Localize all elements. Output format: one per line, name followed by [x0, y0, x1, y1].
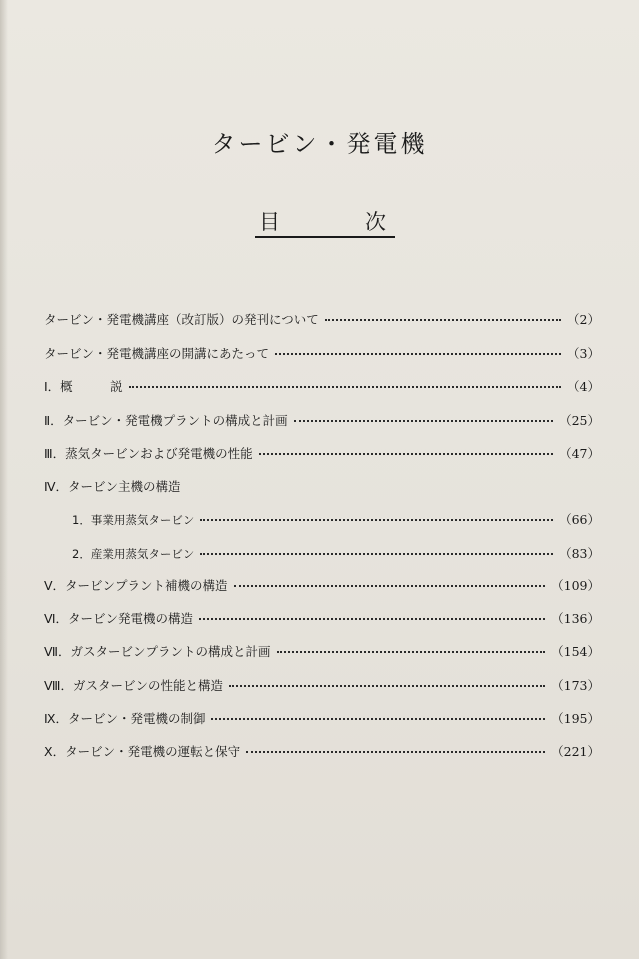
toc-heading-char-2: 次 [365, 210, 386, 234]
toc-entry-label: Ⅵ．タービン発電機の構造 [44, 611, 194, 626]
toc-entry [44, 676, 600, 696]
toc-leader-dots [234, 584, 546, 587]
toc-entry [44, 642, 600, 662]
toc-entry-label: Ⅹ．タービン・発電機の運転と保守 [44, 744, 241, 759]
toc-leader-dots [259, 452, 553, 455]
toc-entry [44, 742, 600, 762]
toc-leader-dots [200, 552, 553, 555]
toc-entry-page: （66） [559, 512, 600, 527]
toc-entry-page: （47） [559, 446, 600, 461]
toc-entry-label: Ⅲ．蒸気タービンおよび発電機の性能 [44, 446, 253, 461]
toc-leader-dots [129, 385, 561, 388]
toc-leader-dots [199, 617, 545, 620]
toc-entry [44, 444, 600, 464]
toc-entry-page: （109） [551, 578, 600, 593]
toc-subentry [72, 510, 600, 530]
toc-entry [44, 344, 600, 364]
toc-entry-label: 1．事業用蒸気タービン [72, 513, 195, 527]
toc-entry-label: Ⅶ．ガスタービンプラントの構成と計画 [44, 644, 271, 659]
toc-entry-page: （195） [551, 711, 600, 726]
toc-entry [44, 377, 600, 397]
toc-subentry [72, 544, 600, 564]
toc-leader-dots [211, 717, 545, 720]
toc-leader-dots [246, 750, 545, 753]
toc-entry-label: Ⅳ．タービン主機の構造 [44, 479, 181, 494]
toc-entry-page: （83） [559, 546, 600, 561]
toc-entry-label: タービン・発電機講座（改訂版）の発刊について [44, 312, 319, 327]
toc-leader-dots [275, 352, 561, 355]
toc-leader-dots [294, 419, 553, 422]
toc-entry-label: タービン・発電機講座の開講にあたって [44, 346, 270, 361]
toc-heading [255, 206, 395, 238]
toc-leader-dots [277, 650, 546, 653]
toc-entry [44, 709, 600, 729]
toc-heading-char-1: 目 [259, 210, 280, 234]
toc-entry [44, 609, 600, 629]
toc-entry [44, 576, 600, 596]
toc-entry-label: 2．産業用蒸気タービン [72, 547, 195, 561]
toc-entry-page: （173） [551, 678, 600, 693]
toc-entry-page: （2） [567, 312, 600, 327]
toc-entry-page: （4） [567, 379, 600, 394]
toc-leader-dots [325, 318, 561, 321]
toc-entry-label: Ⅸ．タービン・発電機の制御 [44, 711, 206, 726]
toc-entry-page: （136） [551, 611, 600, 626]
toc-entry-label: Ⅱ．タービン・発電機プラントの構成と計画 [44, 413, 288, 428]
toc-entry-label: I．概 説 [44, 379, 123, 394]
toc-entry [44, 310, 600, 330]
toc-entry [44, 477, 600, 497]
page-title: タービン・発電機 [211, 130, 428, 158]
toc-entry-page: （25） [559, 413, 600, 428]
toc-entry-page: （154） [551, 644, 600, 659]
toc-entry-page: （3） [567, 346, 600, 361]
toc-leader-dots [229, 684, 545, 687]
toc-entry-page: （221） [551, 744, 600, 759]
toc-entry-label: Ⅴ．タービンプラント補機の構造 [44, 578, 228, 593]
toc-entry-label: Ⅷ．ガスタービンの性能と構造 [44, 678, 223, 693]
toc-entry [44, 411, 600, 431]
toc-leader-dots [200, 518, 553, 521]
